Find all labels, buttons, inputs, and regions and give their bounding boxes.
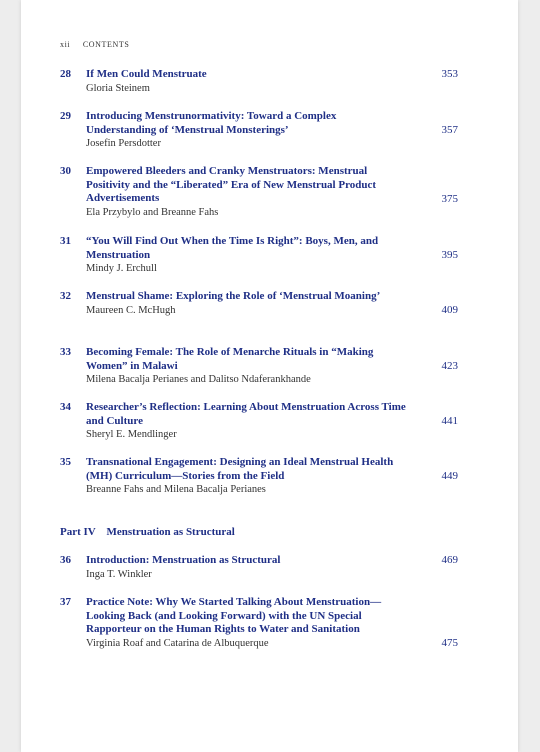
chapter-number: 33 bbox=[60, 346, 71, 358]
part-label: Part IV bbox=[60, 526, 96, 538]
chapter-title: Becoming Female: The Role of Menarche Rituals in “Making Women” in Malawi bbox=[86, 346, 374, 372]
part-title: Menstruation as Structural bbox=[106, 526, 235, 538]
running-head bbox=[60, 40, 129, 49]
chapter-title: Introduction: Menstruation as Structural bbox=[86, 554, 281, 566]
chapter-number: 37 bbox=[60, 596, 71, 608]
chapter-author: Gloria Steinem bbox=[86, 82, 150, 94]
chapter-author: Milena Bacalja Perianes and Dalitso Ndaferankhande bbox=[86, 374, 311, 386]
chapter-number: 29 bbox=[60, 110, 71, 122]
section-title: CONTENTS bbox=[82, 40, 130, 49]
toc-entry-29[interactable] bbox=[60, 110, 458, 151]
chapter-title: If Men Could Menstruate bbox=[86, 68, 207, 80]
chapter-number: 34 bbox=[60, 401, 71, 413]
chapter-number: 31 bbox=[60, 235, 71, 247]
chapter-title: Researcher’s Reflection: Learning About Menstruation Across Time and Culture bbox=[86, 401, 406, 427]
chapter-page: 475 bbox=[441, 637, 458, 649]
chapter-author: Josefin Persdotter bbox=[86, 138, 161, 150]
chapter-page: 353 bbox=[441, 68, 458, 80]
toc-entry-28[interactable] bbox=[60, 68, 458, 95]
toc-entry-36[interactable] bbox=[60, 554, 458, 581]
chapter-author: Inga T. Winkler bbox=[86, 568, 152, 580]
chapter-page: 409 bbox=[441, 304, 458, 316]
chapter-page: 375 bbox=[441, 193, 458, 205]
chapter-author: Ela Przybylo and Breanne Fahs bbox=[86, 207, 219, 219]
toc-entry-34[interactable] bbox=[60, 401, 458, 442]
chapter-page: 423 bbox=[441, 360, 458, 372]
chapter-title: Empowered Bleeders and Cranky Menstruators: Menstrual Positivity and the “Liberated” Era of New Menstrual Product Advertisements bbox=[86, 165, 377, 205]
chapter-page: 395 bbox=[441, 249, 458, 261]
chapter-author: Mindy J. Erchull bbox=[86, 263, 157, 275]
toc-entry-32[interactable] bbox=[60, 290, 458, 317]
chapter-page: 441 bbox=[441, 415, 458, 427]
chapter-title: Menstrual Shame: Exploring the Role of ‘Menstrual Moaning’ bbox=[86, 290, 381, 302]
part-heading[interactable] bbox=[60, 526, 235, 538]
chapter-page: 469 bbox=[441, 554, 458, 566]
toc-entry-31[interactable] bbox=[60, 235, 458, 276]
toc-entry-35[interactable] bbox=[60, 456, 458, 497]
chapter-number: 30 bbox=[60, 165, 71, 177]
chapter-page: 449 bbox=[441, 470, 458, 482]
chapter-number: 36 bbox=[60, 554, 71, 566]
toc-entry-33[interactable] bbox=[60, 346, 458, 387]
chapter-title: “You Will Find Out When the Time Is Right”: Boys, Men, and Menstruation bbox=[86, 235, 379, 261]
toc-entry-37[interactable] bbox=[60, 596, 458, 651]
chapter-author: Virginia Roaf and Catarina de Albuquerque bbox=[86, 638, 269, 650]
chapter-author: Maureen C. McHugh bbox=[86, 304, 176, 316]
chapter-author: Breanne Fahs and Milena Bacalja Perianes bbox=[86, 484, 266, 496]
chapter-number: 35 bbox=[60, 456, 71, 468]
toc-entry-30[interactable] bbox=[60, 165, 458, 220]
chapter-title: Transnational Engagement: Designing an Ideal Menstrual Health (MH) Curriculum—Stories from the Field bbox=[86, 456, 394, 482]
chapter-number: 32 bbox=[60, 290, 71, 302]
chapter-author: Sheryl E. Mendlinger bbox=[86, 429, 177, 441]
chapter-number: 28 bbox=[60, 68, 71, 80]
chapter-page: 357 bbox=[441, 124, 458, 136]
page-folio: xii bbox=[60, 40, 71, 49]
chapter-title: Introducing Menstrunormativity: Toward a Complex Understanding of ‘Menstrual Monsterings’ bbox=[86, 110, 337, 136]
chapter-title: Practice Note: Why We Started Talking About Menstruation—Looking Back (and Looking Forward) with the UN Special Rapporteur on the Human Rights to Water and Sanitation bbox=[86, 596, 382, 636]
